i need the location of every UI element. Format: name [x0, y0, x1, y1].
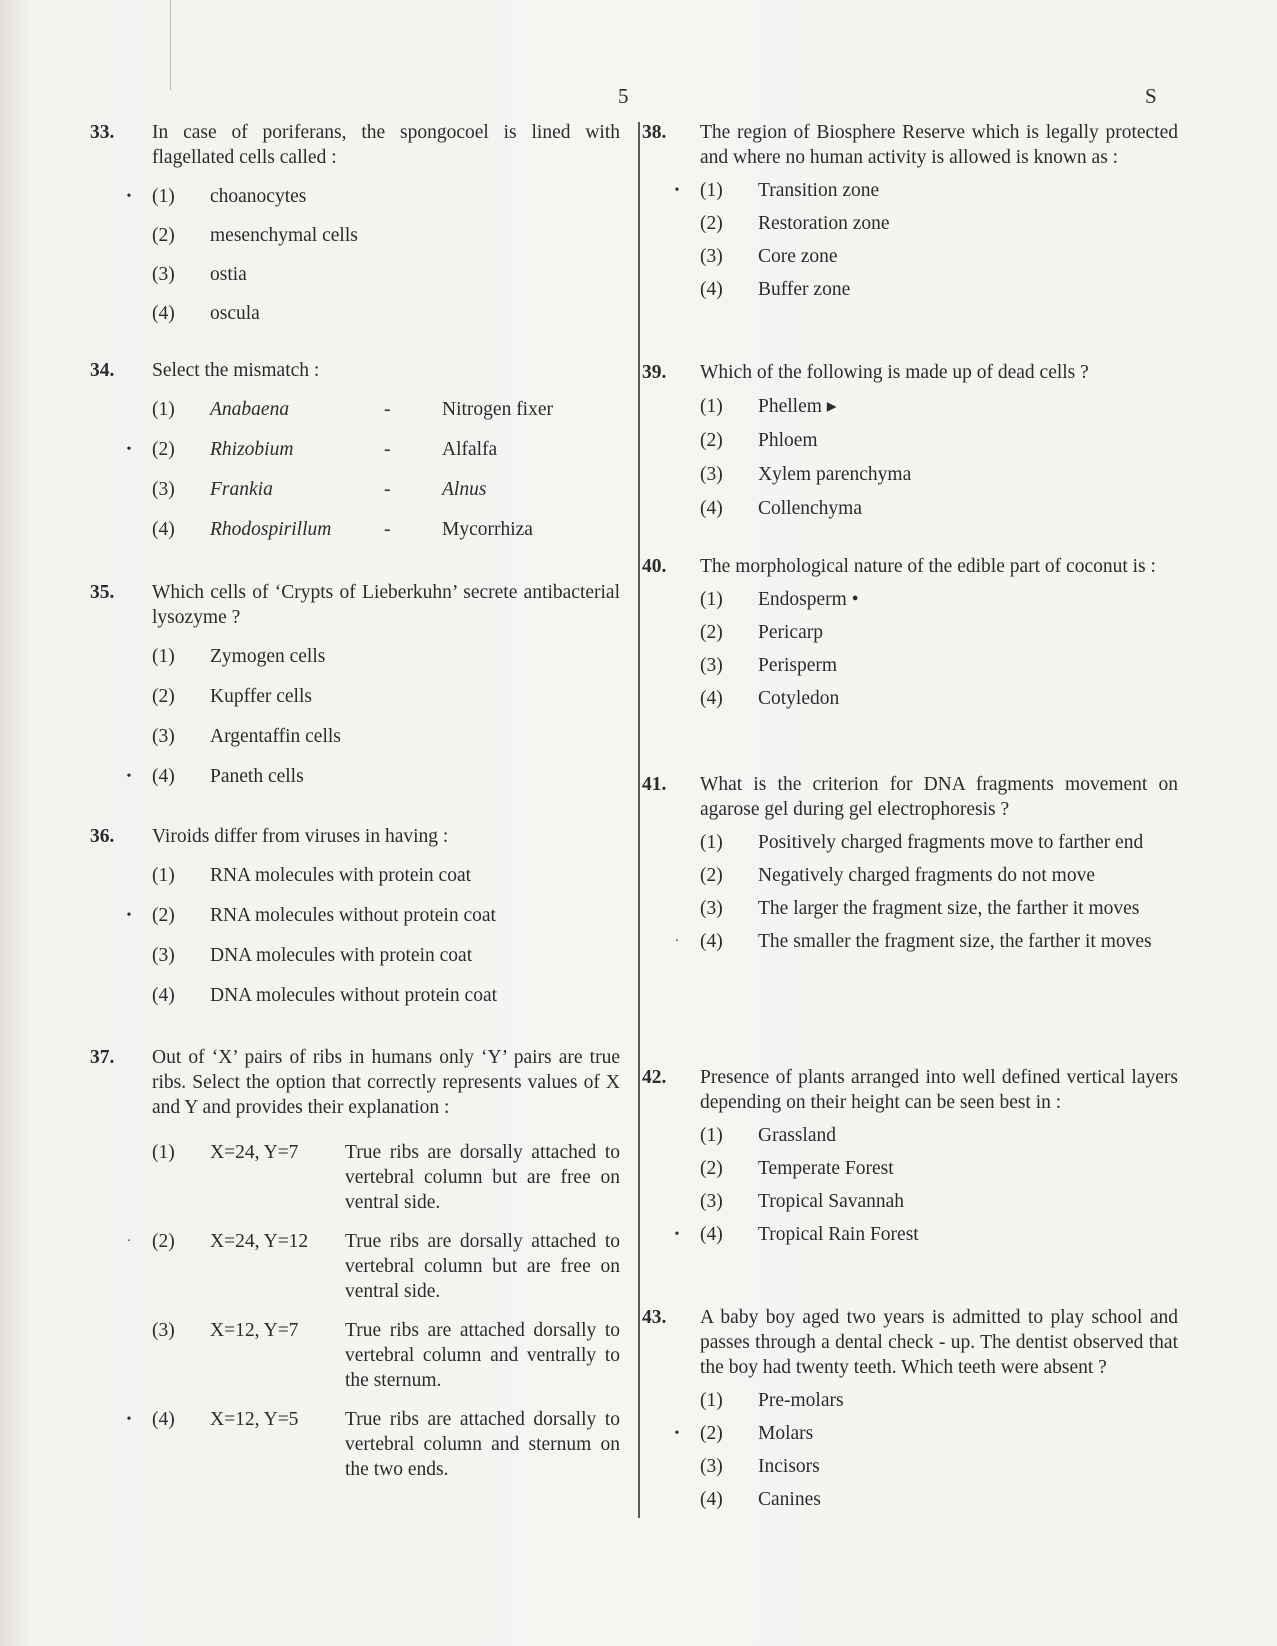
match-text: Mycorrhiza [442, 519, 533, 540]
option-1[interactable] [700, 1388, 1178, 1413]
option-number: (2) [152, 439, 175, 460]
xy-values: X=12, Y=5 [210, 1409, 299, 1430]
option-number: (3) [700, 246, 723, 267]
option-4[interactable] [152, 301, 620, 326]
option-number: (2) [700, 430, 723, 451]
option-number: (3) [152, 1320, 175, 1341]
option-text: DNA molecules without protein coat [210, 985, 498, 1006]
organism-name: Rhodospirillum [210, 519, 332, 540]
option-number: (2) [700, 1423, 723, 1444]
option-text: Pre-molars [758, 1390, 844, 1411]
option-number: (3) [700, 655, 723, 676]
answer-mark: • [126, 189, 132, 204]
option-text: Canines [758, 1489, 821, 1510]
option-4[interactable] [700, 686, 1178, 711]
option-number: (1) [152, 399, 175, 420]
option-1[interactable] [152, 863, 620, 888]
question-text: A baby boy aged two years is admitted to play school and passes through a dental check - up. The dentist observed that the boy had twenty teeth. Which teeth were absent ? [700, 1307, 1178, 1378]
question-39 [638, 360, 1178, 521]
option-text: choanocytes [210, 186, 307, 207]
option-text: Argentaffin cells [210, 726, 341, 747]
option-number: (3) [152, 264, 175, 285]
option-2[interactable] [674, 1421, 1178, 1446]
option-text: Grassland [758, 1125, 836, 1146]
option-number: (4) [700, 498, 723, 519]
option-number: (1) [700, 589, 723, 610]
option-text: Endosperm • [758, 589, 859, 610]
option-number: (1) [700, 396, 723, 417]
option-1[interactable] [126, 184, 620, 209]
option-2[interactable] [700, 863, 1178, 888]
option-number: (3) [700, 1456, 723, 1477]
question-number: 40. [642, 556, 667, 577]
question-text: Which of the following is made up of dead cells ? [700, 362, 1089, 383]
question-text: Which cells of ‘Crypts of Lieberkuhn’ secrete antibacterial lysozyme ? [152, 582, 620, 628]
option-number: (1) [700, 1390, 723, 1411]
option-text: Pericarp [758, 622, 823, 643]
option-3[interactable] [152, 943, 620, 968]
organism-name: Anabaena [210, 399, 290, 420]
option-number: (1) [700, 832, 723, 853]
question-number: 35. [90, 582, 115, 603]
question-number: 43. [642, 1307, 667, 1328]
option-text: Temperate Forest [758, 1158, 894, 1179]
option-3[interactable] [700, 896, 1178, 921]
option-1[interactable] [152, 397, 620, 422]
option-text: Kupffer cells [210, 686, 312, 707]
question-text: The region of Biosphere Reserve which is legally protected and where no human activity is allowed is known as : [700, 122, 1178, 168]
option-text: Buffer zone [758, 279, 851, 300]
option-text: True ribs are dorsally attached to vertebral column but are free on ventral side. [345, 1142, 620, 1213]
option-text: Xylem parenchyma [758, 464, 912, 485]
option-text: Incisors [758, 1456, 820, 1477]
question-38 [638, 120, 1178, 302]
option-1[interactable] [152, 1140, 620, 1215]
option-3[interactable] [700, 1189, 1178, 1214]
option-4[interactable] [700, 1487, 1178, 1512]
option-number: (3) [152, 945, 175, 966]
option-number: (1) [152, 646, 175, 667]
option-text: Perisperm [758, 655, 838, 676]
option-number: (3) [152, 479, 175, 500]
option-text: The larger the fragment size, the farther it moves [758, 898, 1140, 919]
question-43 [638, 1305, 1178, 1512]
option-text: RNA molecules without protein coat [210, 905, 496, 926]
option-4[interactable] [152, 517, 620, 542]
option-text: oscula [210, 303, 260, 324]
option-text: Transition zone [758, 180, 880, 201]
match-text: Alnus [442, 479, 487, 500]
option-3[interactable] [152, 1318, 620, 1393]
option-number: (3) [700, 898, 723, 919]
option-2[interactable] [700, 1156, 1178, 1181]
organism-name: Rhizobium [210, 439, 294, 460]
xy-values: X=12, Y=7 [210, 1320, 299, 1341]
option-text: Phellem ▸ [758, 396, 837, 417]
option-2[interactable] [152, 684, 620, 709]
option-number: (2) [700, 213, 723, 234]
question-number: 36. [90, 826, 115, 847]
option-text: Collenchyma [758, 498, 862, 519]
option-text: Molars [758, 1423, 814, 1444]
option-text: Tropical Rain Forest [758, 1224, 919, 1245]
option-1[interactable] [152, 644, 620, 669]
option-text: Restoration zone [758, 213, 890, 234]
question-35 [90, 580, 620, 789]
option-4[interactable] [700, 277, 1178, 302]
option-number: (2) [700, 1158, 723, 1179]
question-text: Select the mismatch : [152, 360, 320, 381]
option-number: (4) [700, 688, 723, 709]
option-text: Core zone [758, 246, 838, 267]
option-text: mesenchymal cells [210, 225, 358, 246]
option-number: (3) [152, 726, 175, 747]
option-text: RNA molecules with protein coat [210, 865, 472, 886]
option-2[interactable] [126, 437, 620, 462]
set-code: S [1145, 84, 1157, 108]
answer-mark: • [126, 908, 132, 923]
question-text: Out of ‘X’ pairs of ribs in humans only ‘Y’ pairs are true ribs. Select the option that correctly represents values of X and Y and provides their explanation : [152, 1047, 620, 1118]
option-2[interactable] [126, 1229, 620, 1304]
question-text: Viroids differ from viruses in having : [152, 826, 449, 847]
option-text: The smaller the fragment size, the farther it moves [758, 931, 1152, 952]
option-2[interactable] [700, 428, 1178, 453]
answer-mark: • [674, 183, 680, 198]
question-37 [90, 1045, 620, 1482]
question-number: 34. [90, 360, 115, 381]
organism-name: Frankia [210, 479, 273, 500]
option-number: (2) [152, 905, 175, 926]
question-number: 41. [642, 774, 667, 795]
question-41 [638, 772, 1178, 954]
option-number: (1) [700, 180, 723, 201]
dash: - [384, 519, 391, 540]
option-text: True ribs are attached dorsally to vertebral column and ventrally to the sternum. [345, 1320, 620, 1391]
option-3[interactable] [700, 244, 1178, 269]
answer-mark: • [126, 1412, 132, 1427]
option-number: (4) [152, 1409, 175, 1430]
option-1[interactable] [674, 178, 1178, 203]
question-40 [638, 554, 1178, 711]
option-1[interactable] [700, 394, 1178, 419]
question-number: 37. [90, 1047, 115, 1068]
option-2[interactable] [700, 211, 1178, 236]
xy-values: X=24, Y=7 [210, 1142, 299, 1163]
option-3[interactable] [152, 724, 620, 749]
xy-values: X=24, Y=12 [210, 1231, 309, 1252]
question-text: Presence of plants arranged into well defined vertical layers depending on their height can be seen best in : [700, 1067, 1178, 1113]
option-2[interactable] [152, 223, 620, 248]
option-number: (1) [152, 865, 175, 886]
question-text: In case of poriferans, the spongocoel is lined with flagellated cells called : [152, 122, 620, 168]
option-number: (4) [700, 279, 723, 300]
option-3[interactable] [700, 462, 1178, 487]
option-text: ostia [210, 264, 247, 285]
question-number: 39. [642, 362, 667, 383]
option-number: (4) [700, 1224, 723, 1245]
answer-mark: · [126, 1234, 132, 1249]
option-4[interactable] [126, 1407, 620, 1482]
question-text: What is the criterion for DNA fragments movement on agarose gel during gel electrophoresis ? [700, 774, 1178, 820]
option-text: Positively charged fragments move to farther end [758, 832, 1144, 853]
option-number: (2) [152, 686, 175, 707]
answer-mark: • [674, 1227, 680, 1242]
question-number: 38. [642, 122, 667, 143]
option-number: (4) [152, 985, 175, 1006]
option-3[interactable] [700, 653, 1178, 678]
option-number: (4) [152, 766, 175, 787]
option-text: Tropical Savannah [758, 1191, 905, 1212]
page-number: 5 [618, 84, 629, 108]
option-number: (2) [152, 225, 175, 246]
option-3[interactable] [152, 262, 620, 287]
option-1[interactable] [700, 830, 1178, 855]
answer-mark: • [674, 1426, 680, 1441]
option-3[interactable] [152, 477, 620, 502]
option-number: (1) [152, 186, 175, 207]
question-number: 33. [90, 122, 115, 143]
option-number: (4) [152, 519, 175, 540]
option-number: (1) [152, 1142, 175, 1163]
binding-edge-line [170, 0, 171, 90]
option-text: True ribs are attached dorsally to vertebral column and sternum on the two ends. [345, 1409, 620, 1480]
option-4[interactable] [152, 983, 620, 1008]
option-number: (2) [700, 865, 723, 886]
question-42 [638, 1065, 1178, 1247]
option-4[interactable] [674, 929, 1178, 954]
option-text: Phloem [758, 430, 818, 451]
option-text: True ribs are dorsally attached to vertebral column but are free on ventral side. [345, 1231, 620, 1302]
option-4[interactable] [126, 764, 620, 789]
question-text: The morphological nature of the edible part of coconut is : [700, 556, 1156, 577]
dash: - [384, 399, 391, 420]
match-text: Alfalfa [442, 439, 498, 460]
option-number: (3) [700, 464, 723, 485]
option-number: (2) [700, 622, 723, 643]
option-2[interactable] [126, 903, 620, 928]
option-number: (4) [700, 1489, 723, 1510]
question-36 [90, 824, 620, 1008]
option-number: (3) [700, 1191, 723, 1212]
match-text: Nitrogen fixer [442, 399, 554, 420]
option-number: (4) [152, 303, 175, 324]
option-4[interactable] [674, 1222, 1178, 1247]
option-number: (1) [700, 1125, 723, 1146]
option-4[interactable] [700, 496, 1178, 521]
dash: - [384, 439, 391, 460]
option-number: (4) [700, 931, 723, 952]
option-text: DNA molecules with protein coat [210, 945, 473, 966]
option-2[interactable] [700, 620, 1178, 645]
answer-mark: · [674, 934, 680, 949]
option-text: Paneth cells [210, 766, 304, 787]
option-text: Zymogen cells [210, 646, 326, 667]
answer-mark: • [126, 769, 132, 784]
option-text: Negatively charged fragments do not move [758, 865, 1095, 886]
option-1[interactable] [700, 1123, 1178, 1148]
question-33 [90, 120, 620, 326]
answer-mark: • [126, 442, 132, 457]
option-text: Cotyledon [758, 688, 840, 709]
question-number: 42. [642, 1067, 667, 1088]
question-34 [90, 358, 620, 542]
option-3[interactable] [700, 1454, 1178, 1479]
dash: - [384, 479, 391, 500]
option-1[interactable] [700, 587, 1178, 612]
option-number: (2) [152, 1231, 175, 1252]
